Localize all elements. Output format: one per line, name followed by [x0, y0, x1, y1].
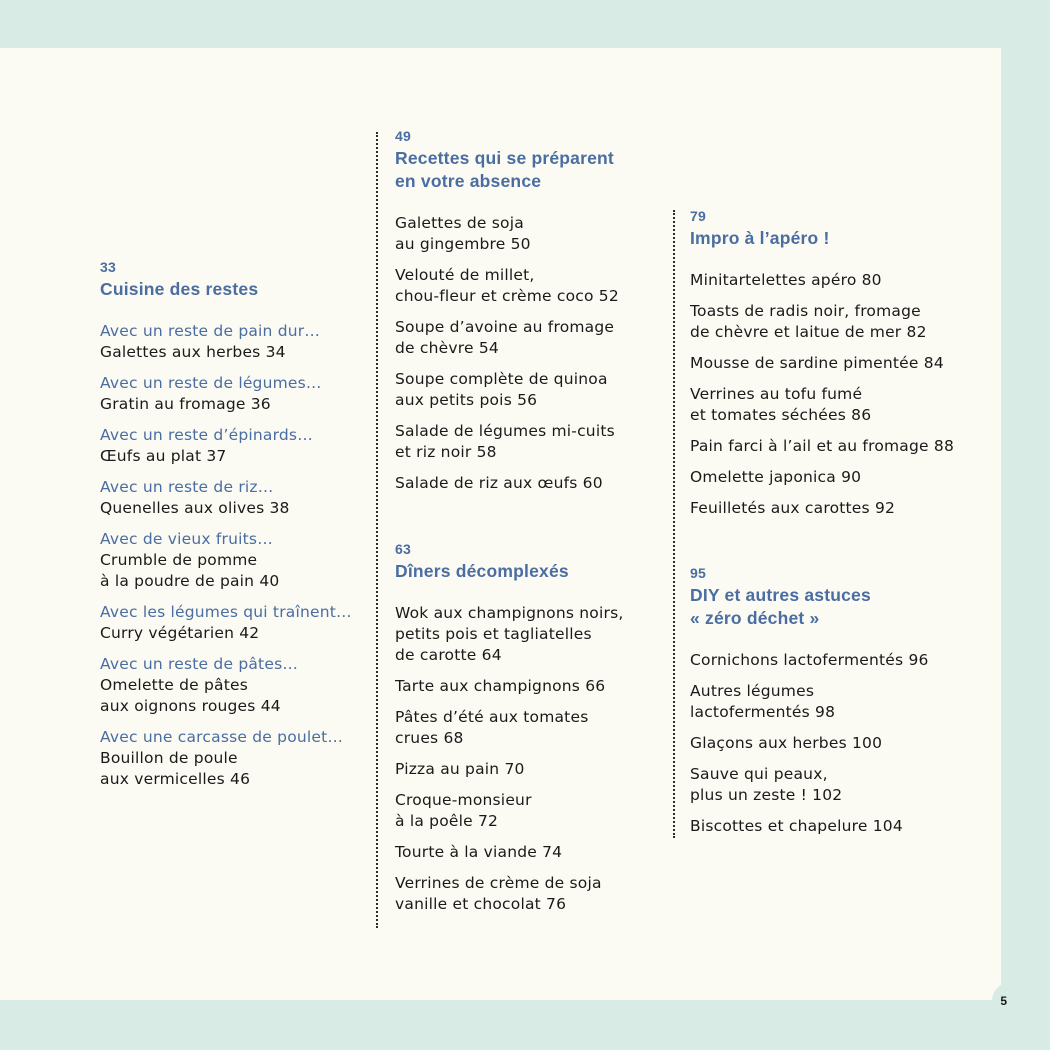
- recipe-line: Œufs au plat 37: [100, 447, 227, 465]
- recipe-entry[interactable]: [690, 764, 929, 806]
- recipe-line: Verrines de crème de soja: [395, 874, 602, 892]
- section-page-number: 79: [690, 208, 706, 224]
- section-title: [690, 584, 929, 630]
- recipe-entry[interactable]: [395, 603, 623, 666]
- recipe-line: petits pois et tagliatelles: [395, 625, 592, 643]
- section-title: Cuisine des restes: [100, 279, 259, 299]
- page-number: 5: [1000, 994, 1007, 1008]
- recipe-list: [690, 270, 954, 519]
- recipe-entry[interactable]: [690, 353, 954, 374]
- recipe-line: Pizza au pain 70: [395, 760, 525, 778]
- recipe-entry[interactable]: [690, 384, 954, 426]
- recipe-line: aux vermicelles 46: [100, 770, 251, 788]
- section-title-line: « zéro déchet »: [690, 608, 820, 628]
- recipe-list: [100, 321, 352, 790]
- recipe-entry[interactable]: [395, 317, 619, 359]
- section-page-number: 95: [690, 565, 706, 581]
- leftover-category: Avec une carcasse de poulet…: [100, 728, 344, 746]
- recipe-line: Feuilletés aux carottes 92: [690, 499, 896, 517]
- recipe-entry[interactable]: [395, 707, 623, 749]
- column-separator-left: [376, 132, 378, 928]
- section-title-line: Recettes qui se préparent: [395, 148, 614, 168]
- recipe-entry[interactable]: [100, 477, 352, 519]
- recipe-line: Mousse de sardine pimentée 84: [690, 354, 944, 372]
- recipe-entry[interactable]: [100, 529, 352, 592]
- recipe-line: Omelette japonica 90: [690, 468, 862, 486]
- recipe-line: aux petits pois 56: [395, 391, 538, 409]
- recipe-entry[interactable]: [690, 816, 929, 837]
- recipe-line: Verrines au tofu fumé: [690, 385, 863, 403]
- leftover-category: Avec un reste de riz…: [100, 478, 274, 496]
- recipe-list: [690, 650, 929, 837]
- page-number-badge: [992, 982, 1030, 1020]
- recipe-entry[interactable]: [690, 681, 929, 723]
- leftover-category: Avec un reste de légumes…: [100, 374, 322, 392]
- recipe-entry[interactable]: [100, 321, 352, 363]
- recipe-entry[interactable]: [690, 467, 954, 488]
- recipe-line: Gratin au fromage 36: [100, 395, 271, 413]
- recipe-line: Bouillon de poule: [100, 749, 238, 767]
- column-separator-right: [673, 210, 675, 838]
- leftover-category: Avec les légumes qui traînent…: [100, 603, 352, 621]
- recipe-line: Wok aux champignons noirs,: [395, 604, 624, 622]
- recipe-line: au gingembre 50: [395, 235, 531, 253]
- recipe-line: Tourte à la viande 74: [395, 843, 563, 861]
- section-title-line: DIY et autres astuces: [690, 585, 871, 605]
- recipe-line: plus un zeste ! 102: [690, 786, 843, 804]
- section-title-line: en votre absence: [395, 171, 542, 191]
- recipe-entry[interactable]: [395, 842, 623, 863]
- recipe-entry[interactable]: [690, 733, 929, 754]
- recipe-entry[interactable]: [100, 654, 352, 717]
- section-diners-decomplexes: [395, 540, 623, 925]
- recipe-line: chou-fleur et crème coco 52: [395, 287, 619, 305]
- recipe-line: Curry végétarien 42: [100, 624, 260, 642]
- recipe-line: Crumble de pomme: [100, 551, 258, 569]
- recipe-line: Cornichons lactofermentés 96: [690, 651, 929, 669]
- recipe-line: Glaçons aux herbes 100: [690, 734, 883, 752]
- recipe-entry[interactable]: [690, 270, 954, 291]
- recipe-line: de chèvre 54: [395, 339, 499, 357]
- leftover-category: Avec un reste de pain dur…: [100, 322, 321, 340]
- recipe-line: lactofermentés 98: [690, 703, 836, 721]
- recipe-entry[interactable]: [395, 369, 619, 411]
- recipe-line: Salade de légumes mi-cuits: [395, 422, 615, 440]
- section-title: [395, 147, 619, 193]
- recipe-entry[interactable]: [690, 301, 954, 343]
- recipe-line: Pain farci à l’ail et au fromage 88: [690, 437, 955, 455]
- recipe-line: crues 68: [395, 729, 464, 747]
- recipe-line: Croque-monsieur: [395, 791, 532, 809]
- recipe-entry[interactable]: [395, 790, 623, 832]
- recipe-line: Galettes de soja: [395, 214, 524, 232]
- recipe-line: et tomates séchées 86: [690, 406, 872, 424]
- recipe-line: Salade de riz aux œufs 60: [395, 474, 603, 492]
- section-recettes-absence: [395, 127, 619, 504]
- section-impro-apero: [690, 207, 954, 529]
- recipe-line: Biscottes et chapelure 104: [690, 817, 903, 835]
- recipe-line: Soupe complète de quinoa: [395, 370, 608, 388]
- recipe-entry[interactable]: [100, 602, 352, 644]
- recipe-line: Omelette de pâtes: [100, 676, 249, 694]
- recipe-line: de carotte 64: [395, 646, 502, 664]
- recipe-entry[interactable]: [690, 436, 954, 457]
- recipe-line: Toasts de radis noir, fromage: [690, 302, 921, 320]
- recipe-line: vanille et chocolat 76: [395, 895, 567, 913]
- recipe-entry[interactable]: [100, 727, 352, 790]
- recipe-entry[interactable]: [690, 498, 954, 519]
- leftover-category: Avec un reste de pâtes…: [100, 655, 299, 673]
- recipe-entry[interactable]: [395, 759, 623, 780]
- recipe-line: de chèvre et laitue de mer 82: [690, 323, 927, 341]
- recipe-line: Pâtes d’été aux tomates: [395, 708, 589, 726]
- recipe-entry[interactable]: [395, 421, 619, 463]
- recipe-list: [395, 603, 623, 915]
- recipe-list: [395, 213, 619, 494]
- section-diy-zero-dechet: [690, 564, 929, 847]
- recipe-line: Velouté de millet,: [395, 266, 535, 284]
- recipe-line: aux oignons rouges 44: [100, 697, 281, 715]
- leftover-category: Avec un reste d’épinards…: [100, 426, 313, 444]
- section-cuisine-des-restes: [100, 258, 352, 800]
- recipe-line: Autres légumes: [690, 682, 815, 700]
- recipe-line: Galettes aux herbes 34: [100, 343, 286, 361]
- recipe-entry[interactable]: [395, 676, 623, 697]
- recipe-line: et riz noir 58: [395, 443, 497, 461]
- recipe-entry[interactable]: [395, 265, 619, 307]
- section-title: Dîners décomplexés: [395, 561, 569, 581]
- recipe-line: Tarte aux champignons 66: [395, 677, 606, 695]
- recipe-line: à la poêle 72: [395, 812, 499, 830]
- recipe-entry[interactable]: [395, 473, 619, 494]
- section-page-number: 49: [395, 128, 411, 144]
- recipe-entry[interactable]: [690, 650, 929, 671]
- section-page-number: 33: [100, 259, 116, 275]
- recipe-line: Sauve qui peaux,: [690, 765, 828, 783]
- recipe-line: Soupe d’avoine au fromage: [395, 318, 615, 336]
- section-page-number: 63: [395, 541, 411, 557]
- recipe-line: Quenelles aux olives 38: [100, 499, 290, 517]
- recipe-entry[interactable]: [395, 873, 623, 915]
- recipe-entry[interactable]: [100, 373, 352, 415]
- recipe-entry[interactable]: [395, 213, 619, 255]
- recipe-line: à la poudre de pain 40: [100, 572, 280, 590]
- recipe-line: Minitartelettes apéro 80: [690, 271, 882, 289]
- section-title: Impro à l’apéro !: [690, 228, 830, 248]
- recipe-entry[interactable]: [100, 425, 352, 467]
- leftover-category: Avec de vieux fruits…: [100, 530, 273, 548]
